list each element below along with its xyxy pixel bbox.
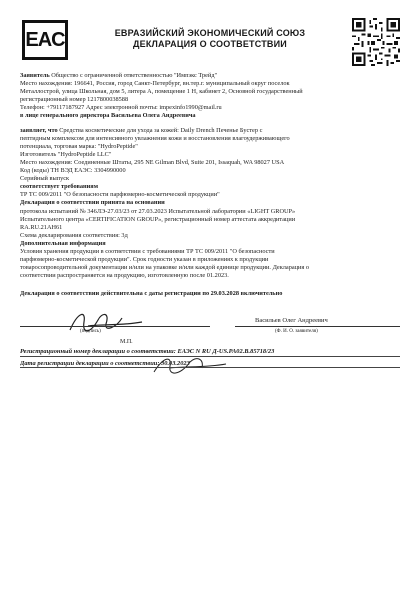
declares-label: заявляет, что (20, 126, 58, 134)
compliance-regulation: ТР ТС 009/2011 "О безопасности парфюмерно-косметической продукции" (20, 191, 220, 199)
applicant-address-line-2: Металлострой, улица Школьная, дом 5, литера А, помещение 1 Н, кабинет 2, Основной государственный (20, 88, 303, 96)
registration-section (20, 348, 400, 368)
production-type: Серийный выпуск (20, 175, 70, 183)
additional-text-4: соответствии распространяется на продукцию, изготовленную после 01.2023. (20, 272, 229, 280)
union-title: ЕВРАЗИЙСКИЙ ЭКОНОМИЧЕСКИЙ СОЮЗ (114, 28, 306, 38)
header-titles (80, 28, 340, 49)
compliance-section (20, 183, 400, 199)
applicant-representative: в лице генерального директора Васильева Олега Андреевича (20, 112, 196, 120)
manufacturer: Изготовитель "HydroPeptide LLC" (20, 150, 112, 158)
applicant-section (20, 72, 400, 121)
declaration-scheme: Схема декларирования соответствия: 3д (20, 231, 128, 239)
applicant-address-line-1: Место нахождения: 196641, Россия, город Санкт-Петербург, вн.тер.г. муниципальный округ поселок (20, 80, 290, 88)
applicant-ogrn: регистрационный номер 1217800038588 (20, 96, 129, 104)
signature-block (20, 304, 400, 348)
seal-place: М.П. (120, 339, 133, 346)
additional-section (20, 240, 400, 280)
compliance-label: соответствует требованиям (20, 183, 98, 191)
name-line (235, 326, 400, 327)
registration-date: Дата регистрации декларации о соответствии: 30.03.2023 (20, 359, 190, 367)
name-caption: (Ф. И. О. заявителя) (275, 329, 318, 335)
product-trademark: потенциала, торговая марка: "HydroPeptide" (20, 142, 138, 150)
additional-text-1: Условия хранения продукции в соответствии с требованиями ТР ТС 009/2011 "О безопасности (20, 247, 275, 255)
applicant-contacts: Телефон: +79117187927 Адрес электронной почты: impexinfo1990@mail.ru (20, 104, 222, 112)
signature-scribble-icon (60, 304, 150, 344)
manufacturer-address: Место нахождения: Соединенные Штаты, 295 NE Gilman Blvd, Suite 201, Issaquah, WA 98027 USA (20, 158, 285, 166)
qr-code-icon (352, 18, 400, 66)
declares-section (20, 127, 400, 184)
accreditation-number: RA.RU.21AH61 (20, 223, 63, 231)
signature-line (20, 326, 210, 327)
signature-caption: (подпись) (80, 329, 101, 335)
registration-number: Регистрационный номер декларации о соответствии: ЕАЭС N RU Д-US.PA02.B.85718/23 (20, 348, 275, 356)
additional-label: Дополнительная информация (20, 239, 106, 247)
registration-date-wrap (20, 360, 400, 369)
eac-logo (22, 20, 68, 60)
registration-signature-icon (150, 352, 230, 380)
basis-label: Декларация о соответствии принята на основании (20, 199, 165, 207)
applicant-name: Общество с ограниченной ответственностью "Импэкс Трейд" (49, 72, 218, 79)
product-description-2: пептидным комплексом для интенсивного увлажнения кожи и восстановления влагоудерживающего (20, 134, 290, 142)
additional-text-2: парфюмерно-косметической продукции". Срок годности указан в приложениях к продукции (20, 256, 269, 264)
document-header (20, 12, 400, 72)
tn-ved-code: Код (коды) ТН ВЭД ЕАЭС: 3304990000 (20, 167, 126, 175)
test-protocol: протокола испытаний № 346ЛЭ-27.03/23 от 27.03.2023 Испытательной лаборатории «LIGHT GROUP» (20, 207, 296, 215)
declaration-body (20, 72, 400, 368)
additional-text-3: товаросопроводительной документации и/или на упаковке и/или каждой единице продукции. Декларация о (20, 264, 310, 272)
signatory-name: Васильев Олег Андреевич (255, 317, 328, 325)
basis-section (20, 199, 400, 239)
document-title: ДЕКЛАРАЦИЯ О СООТВЕТСТВИИ (133, 39, 287, 49)
test-center: Испытательного центра «CERTIFICATION GROUP», регистрационный номер аттестата аккредитации (20, 215, 296, 223)
product-description-1: Средства косметические для ухода за кожей: Daily Drench Печенье Бустер с (57, 126, 263, 134)
validity-period: Декларация о соответствии действительна с даты регистрации по 29.03.2028 включительно (20, 290, 283, 298)
applicant-label: Заявитель (20, 72, 50, 79)
eac-logo-text: EAC (25, 28, 65, 51)
